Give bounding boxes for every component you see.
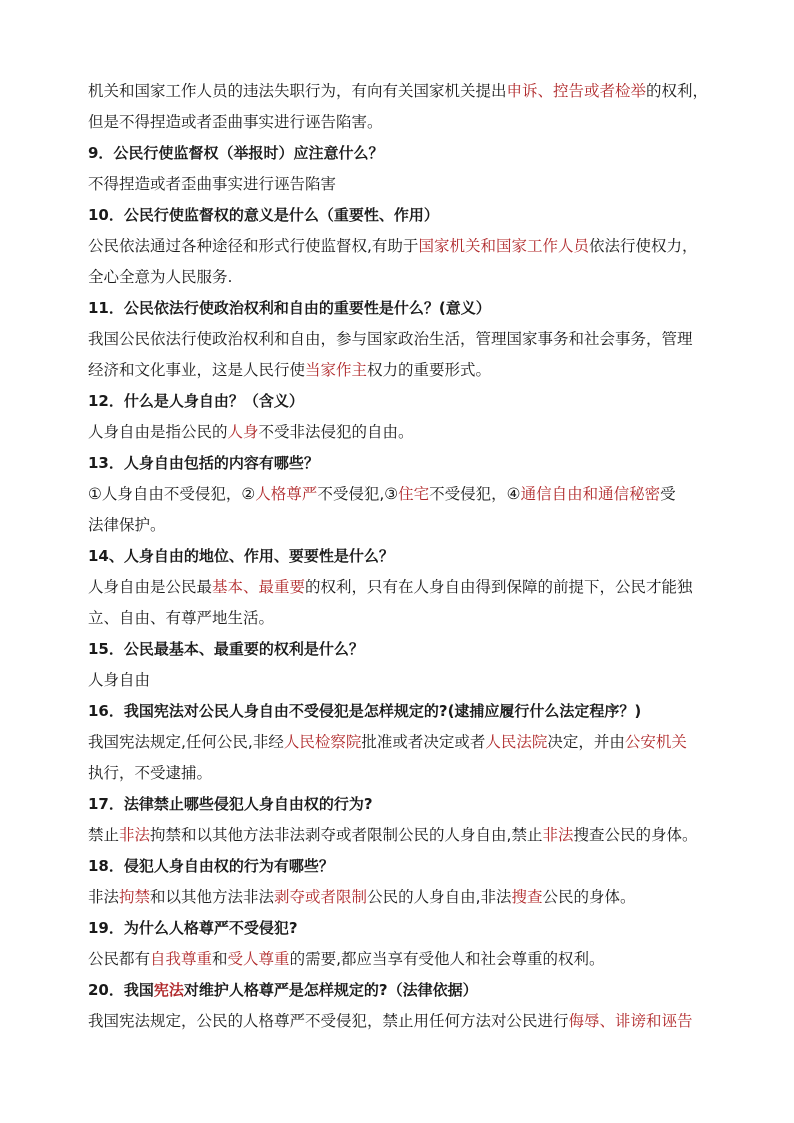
answer-text <box>88 510 712 541</box>
question-heading <box>88 541 712 572</box>
highlighted-keyword: 基本、最重要 <box>212 578 306 596</box>
text-segment: 19．为什么人格尊严不受侵犯? <box>88 919 298 937</box>
text-segment: 批准或者决定或者 <box>361 733 486 751</box>
question-heading <box>88 634 712 665</box>
highlighted-keyword: 侮辱、诽谤和诬告 <box>568 1012 693 1030</box>
text-segment: 全心全意为人民服务. <box>88 268 233 286</box>
highlighted-keyword: 公安机关 <box>624 733 687 751</box>
text-segment: 人身自由是公民最 <box>88 578 213 596</box>
answer-text <box>88 76 712 107</box>
answer-text <box>88 882 712 913</box>
highlighted-keyword: 申诉、控告或者检举 <box>506 82 647 100</box>
answer-text <box>88 758 712 789</box>
text-segment: 17．法律禁止哪些侵犯人身自由权的行为? <box>88 795 373 813</box>
text-segment: 和 <box>212 950 228 968</box>
text-segment: 14、人身自由的地位、作用、要要性是什么？ <box>88 547 394 565</box>
highlighted-keyword: 宪法 <box>153 981 184 999</box>
text-segment: 公民依法通过各种途径和形式行使监督权,有助于 <box>88 237 419 255</box>
answer-text <box>88 665 712 696</box>
text-segment: 15．公民最基本、最重要的权利是什么？ <box>88 640 364 658</box>
highlighted-keyword: 人身 <box>227 423 259 441</box>
text-segment: 人身自由是指公民的 <box>88 423 228 441</box>
text-segment: 12．什么是人身自由？（含义） <box>88 392 304 410</box>
highlighted-keyword: 通信自由和通信秘密 <box>520 485 661 503</box>
answer-text <box>88 262 712 293</box>
text-segment: 我国公民依法行使政治权利和自由，参与国家政治生活，管理国家事务和社会事务，管理 <box>88 330 693 348</box>
answer-text <box>88 820 712 851</box>
text-segment: 11．公民依法行使政治权利和自由的重要性是什么？(意义） <box>88 299 491 317</box>
text-segment: 公民的身体。 <box>542 888 636 906</box>
text-segment: 决定，并由 <box>547 733 625 751</box>
text-segment: 我国宪法规定,任何公民,非经 <box>88 733 284 751</box>
answer-text <box>88 572 712 603</box>
text-segment: 18．侵犯人身自由权的行为有哪些？ <box>88 857 334 875</box>
text-segment: 机关和国家工作人员的违法失职行为，有向有关国家机关提出 <box>88 82 507 100</box>
text-segment: 但是不得捏造或者歪曲事实进行诬告陷害。 <box>88 113 383 131</box>
text-segment: 权力的重要形式。 <box>367 361 492 379</box>
question-heading <box>88 200 712 231</box>
text-segment: 不受非法侵犯的自由。 <box>258 423 414 441</box>
answer-text <box>88 231 712 262</box>
question-heading <box>88 293 712 324</box>
highlighted-keyword: 拘禁 <box>119 888 151 906</box>
text-segment: 不受侵犯,③ <box>317 485 399 503</box>
question-heading <box>88 789 712 820</box>
answer-text <box>88 169 712 200</box>
question-heading <box>88 696 712 727</box>
highlighted-keyword: 受人尊重 <box>227 950 290 968</box>
text-segment: 受 <box>660 485 676 503</box>
text-segment: 立、自由、有尊严地生活。 <box>88 609 275 627</box>
highlighted-keyword: 人格尊严 <box>255 485 318 503</box>
answer-text <box>88 727 712 758</box>
question-heading <box>88 913 712 944</box>
highlighted-keyword: 人民检察院 <box>283 733 362 751</box>
text-segment: 禁止 <box>88 826 120 844</box>
highlighted-keyword: 人民法院 <box>485 733 548 751</box>
text-segment: 我国宪法规定，公民的人格尊严不受侵犯，禁止用任何方法对公民进行 <box>88 1012 569 1030</box>
answer-text <box>88 417 712 448</box>
text-segment: 对维护人格尊严是怎样规定的?（法律依据） <box>183 981 478 999</box>
text-segment: 和以其他方法非法 <box>150 888 275 906</box>
text-segment: 公民的人身自由,非法 <box>367 888 512 906</box>
question-heading <box>88 851 712 882</box>
text-segment: 经济和文化事业，这是人民行使 <box>88 361 306 379</box>
text-segment: 10．公民行使监督权的意义是什么（重要性、作用） <box>88 206 439 224</box>
text-segment: 16．我国宪法对公民人身自由不受侵犯是怎样规定的?(逮捕应履行什么法定程序？) <box>88 702 642 720</box>
text-segment: 公民都有 <box>88 950 151 968</box>
question-heading <box>88 448 712 479</box>
question-heading <box>88 138 712 169</box>
answer-text <box>88 603 712 634</box>
text-segment: 执行，不受逮捕。 <box>88 764 213 782</box>
text-segment: 不得捏造或者歪曲事实进行诬告陷害 <box>88 175 337 193</box>
highlighted-keyword: 自我尊重 <box>150 950 213 968</box>
highlighted-keyword: 剥夺或者限制 <box>274 888 368 906</box>
text-segment: 9．公民行使监督权（举报时）应注意什么？ <box>88 144 384 162</box>
answer-text <box>88 479 712 510</box>
highlighted-keyword: 非法 <box>119 826 151 844</box>
highlighted-keyword: 当家作主 <box>305 361 368 379</box>
text-segment: 13．人身自由包括的内容有哪些？ <box>88 454 319 472</box>
text-segment: 的需要,都应当享有受他人和社会尊重的权利。 <box>289 950 605 968</box>
text-segment: 的权利， <box>646 82 709 100</box>
highlighted-keyword: 非法 <box>542 826 574 844</box>
document-page <box>88 76 712 1037</box>
text-segment: 依法行使权力， <box>588 237 698 255</box>
text-segment: 拘禁和以其他方法非法剥夺或者限制公民的人身自由,禁止 <box>150 826 543 844</box>
highlighted-keyword: 搜查 <box>511 888 543 906</box>
question-heading <box>88 975 712 1006</box>
text-segment: 20．我国 <box>88 981 154 999</box>
question-heading <box>88 386 712 417</box>
answer-text <box>88 107 712 138</box>
text-segment: 非法 <box>88 888 120 906</box>
text-segment: 人身自由 <box>88 671 151 689</box>
answer-text <box>88 944 712 975</box>
highlighted-keyword: 国家机关和国家工作人员 <box>418 237 589 255</box>
answer-text <box>88 1006 712 1037</box>
answer-text <box>88 355 712 386</box>
highlighted-keyword: 住宅 <box>398 485 430 503</box>
text-segment: 法律保护。 <box>88 516 166 534</box>
text-segment: ①人身自由不受侵犯，② <box>88 485 256 503</box>
text-segment: 的权利，只有在人身自由得到保障的前提下，公民才能独 <box>305 578 693 596</box>
answer-text <box>88 324 712 355</box>
text-segment: 不受侵犯，④ <box>429 485 521 503</box>
text-segment: 搜查公民的身体。 <box>573 826 698 844</box>
